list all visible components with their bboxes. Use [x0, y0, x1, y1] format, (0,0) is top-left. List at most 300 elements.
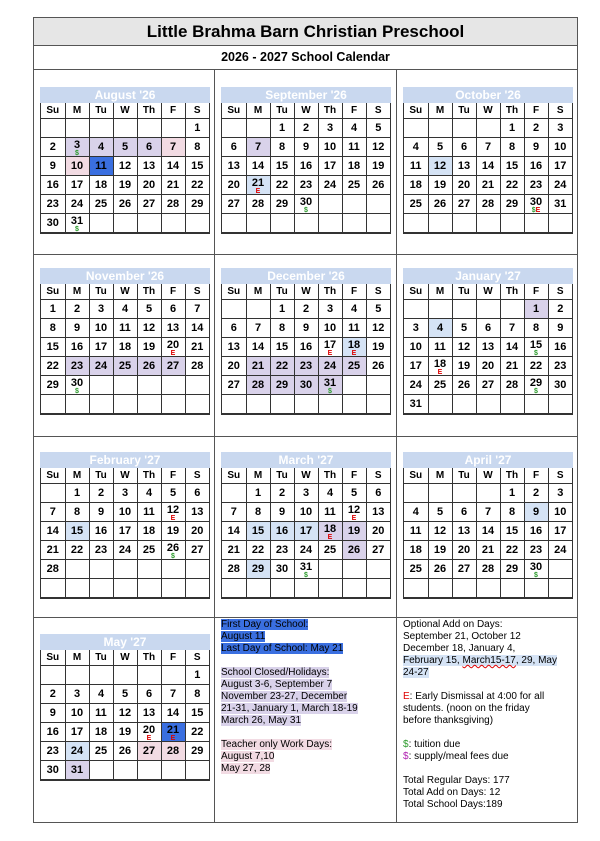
day-marker: E [170, 350, 176, 357]
calendar-day: 17 [548, 157, 572, 176]
weekday-header: Th [137, 103, 161, 119]
calendar-day: 5 [428, 138, 452, 157]
calendar-day: 31 $ [65, 214, 89, 233]
calendar-empty-cell [476, 484, 500, 503]
calendar-day: 28 [476, 195, 500, 214]
calendar-day: 2 [270, 484, 294, 503]
calendar-day: 24 [318, 357, 342, 376]
weekday-header: S [185, 284, 209, 300]
calendar-day: 2 [524, 484, 548, 503]
calendar-day: 15 $ [524, 338, 548, 357]
calendar-day: 11 [318, 503, 342, 522]
tuition-marker: $ [403, 739, 409, 750]
calendar-empty-cell [222, 300, 246, 319]
weekday-header: S [366, 103, 390, 119]
calendar-day: 10 [113, 503, 137, 522]
calendar-day: 27 [222, 376, 246, 395]
weekday-header: F [161, 468, 185, 484]
calendar-day: 25 [113, 357, 137, 376]
total-school: Total School Days:189 [403, 799, 503, 810]
calendar-day: 29 [185, 195, 209, 214]
calendar-day: 17 E [318, 338, 342, 357]
calendar-day: 14 [185, 319, 209, 338]
calendar-day: 13 [222, 157, 246, 176]
calendar-day: 15 [185, 704, 209, 723]
weekday-header: F [524, 468, 548, 484]
calendar-day: 16 [41, 723, 65, 742]
calendar-day: 6 [137, 685, 161, 704]
calendar-day: 21 [41, 541, 65, 560]
weekday-header: W [294, 103, 318, 119]
calendar-empty-cell [246, 119, 270, 138]
calendar-day: 24 [548, 176, 572, 195]
calendar-day: 1 [65, 484, 89, 503]
calendar-day: 29 $ [524, 376, 548, 395]
calendar-day: 21 [476, 176, 500, 195]
calendar-day: 23 [41, 742, 65, 761]
calendar-day: 6 [185, 484, 209, 503]
calendar-day: 29 [246, 560, 270, 579]
divider-h1 [34, 254, 577, 255]
calendar-day: 25 [342, 357, 366, 376]
calendar-empty-cell [342, 376, 366, 395]
calendar-day: 27 [185, 541, 209, 560]
calendar-empty-cell [318, 395, 342, 414]
calendar-day: 7 [161, 138, 185, 157]
calendar-empty-cell [366, 579, 390, 598]
calendar-day: 11 [113, 319, 137, 338]
calendar-day: 20 [476, 357, 500, 376]
calendar-day: 24 [548, 541, 572, 560]
calendar-day: 25 [89, 742, 113, 761]
weekday-header: S [548, 468, 572, 484]
weekday-header: F [161, 650, 185, 666]
weekday-header: Su [41, 284, 65, 300]
calendar-day: 11 [89, 157, 113, 176]
calendar-day: 25 [318, 541, 342, 560]
calendar-day: 11 [89, 704, 113, 723]
first-day-date: August 11 [221, 631, 266, 642]
weekday-header: Tu [270, 468, 294, 484]
calendar-empty-cell [65, 666, 89, 685]
weekday-header: M [246, 103, 270, 119]
calendar-day: 2 [294, 119, 318, 138]
calendar-empty-cell [452, 484, 476, 503]
calendar-empty-cell [89, 376, 113, 395]
weekday-header: F [342, 103, 366, 119]
calendar-day: 8 [65, 503, 89, 522]
weekday-header: W [113, 284, 137, 300]
calendar-day: 29 [41, 376, 65, 395]
calendar-day: 28 [161, 742, 185, 761]
calendar-day: 8 [500, 138, 524, 157]
calendar-day: 5 [137, 300, 161, 319]
day-marker: E [170, 735, 176, 742]
calendar-day: 9 [524, 503, 548, 522]
calendar-day: 30 $ [65, 376, 89, 395]
weekday-header: M [65, 284, 89, 300]
calendar-empty-cell [404, 119, 428, 138]
calendar-day: 31 $ [294, 560, 318, 579]
calendar-day: 13 [476, 338, 500, 357]
calendar-day: 16 [41, 176, 65, 195]
calendar-empty-cell [137, 395, 161, 414]
early-dismissal-text: : Early Dismissal at 4:00 for all [409, 691, 545, 702]
calendar-empty-cell [137, 376, 161, 395]
calendar-day: 9 [89, 503, 113, 522]
calendar-day: 1 [185, 119, 209, 138]
calendar-day: 8 [185, 138, 209, 157]
calendar-day: 27 [452, 195, 476, 214]
calendar-day: 16 [524, 157, 548, 176]
calendar-empty-cell [428, 579, 452, 598]
calendar-day: 14 [41, 522, 65, 541]
calendar-day: 14 [246, 157, 270, 176]
weekday-header: Th [137, 468, 161, 484]
calendar-day: 14 [222, 522, 246, 541]
calendar-day: 20 E [161, 338, 185, 357]
calendar-empty-cell [41, 484, 65, 503]
calendar-day: 27 [222, 195, 246, 214]
month-calendar [40, 634, 210, 781]
calendar-day: 24 [318, 176, 342, 195]
weekday-header: Th [137, 284, 161, 300]
calendar-empty-cell [89, 761, 113, 780]
weekday-header: M [428, 284, 452, 300]
calendar-day: 15 [270, 157, 294, 176]
calendar-day: 2 [548, 300, 572, 319]
calendar-empty-cell [500, 300, 524, 319]
day-marker: $ [328, 388, 332, 395]
calendar-day: 25 [428, 376, 452, 395]
calendar-day: 18 [404, 541, 428, 560]
weekday-header: S [366, 468, 390, 484]
day-marker: E [146, 735, 152, 742]
calendar-day: 13 [137, 157, 161, 176]
calendar-day: 5 [161, 484, 185, 503]
calendar-day: 11 [342, 319, 366, 338]
calendar-day: 23 [65, 357, 89, 376]
calendar-day: 19 [342, 522, 366, 541]
weekday-header: M [246, 468, 270, 484]
closed-line-2: November 23-27, December [221, 691, 348, 702]
calendar-empty-cell [524, 214, 548, 233]
calendar-day: 7 [185, 300, 209, 319]
calendar-day: 30 [294, 376, 318, 395]
calendar-day: 11 [428, 338, 452, 357]
day-marker: $ [534, 350, 538, 357]
calendar-day: 10 [404, 338, 428, 357]
calendar-empty-cell [89, 214, 113, 233]
calendar-day: 1 [270, 300, 294, 319]
calendar-day: 20 [452, 176, 476, 195]
calendar-empty-cell [222, 484, 246, 503]
calendar-empty-cell [113, 666, 137, 685]
calendar-day: 20 [185, 522, 209, 541]
calendar-day: 30 [270, 560, 294, 579]
calendar-day: 9 [41, 157, 65, 176]
calendar-day: 4 [137, 484, 161, 503]
calendar-day: 8 [41, 319, 65, 338]
calendar-day: 19 [113, 176, 137, 195]
calendar-day: 19 [428, 176, 452, 195]
closed-line-1: August 3-6, September 7 [221, 679, 333, 690]
month-calendar [221, 452, 391, 599]
calendar-day: 4 [404, 503, 428, 522]
calendar-empty-cell [246, 300, 270, 319]
calendar-day: 18 E [342, 338, 366, 357]
calendar-day: 13 [366, 503, 390, 522]
calendar-empty-cell [113, 395, 137, 414]
weekday-header: Tu [452, 284, 476, 300]
month-calendar [403, 87, 573, 234]
weekday-header: W [113, 103, 137, 119]
calendar-day: 18 E [318, 522, 342, 541]
calendar-day: 17 [548, 522, 572, 541]
calendar-day: 8 [270, 319, 294, 338]
calendar-day: 31 [404, 395, 428, 414]
weekday-header: Th [318, 284, 342, 300]
page-subtitle: 2026 - 2027 School Calendar [34, 46, 577, 70]
calendar-empty-cell [41, 666, 65, 685]
calendar-empty-cell [113, 579, 137, 598]
addon-line-1: September 21, October 12 [403, 631, 521, 642]
calendar-day: 3 [318, 300, 342, 319]
calendar-empty-cell [222, 214, 246, 233]
calendar-day: 7 [476, 503, 500, 522]
closed-title: School Closed/Holidays: [221, 667, 330, 678]
calendar-day: 13 [137, 704, 161, 723]
calendar-day: 3 [318, 119, 342, 138]
calendar-day: 6 [476, 319, 500, 338]
weekday-header: Su [41, 103, 65, 119]
calendar-day: 30 [41, 761, 65, 780]
calendar-empty-cell [161, 119, 185, 138]
calendar-day: 1 [185, 666, 209, 685]
weekday-header: Th [500, 103, 524, 119]
calendar-day: 19 [366, 338, 390, 357]
calendar-day: 12 [113, 704, 137, 723]
calendar-day: 1 [524, 300, 548, 319]
calendar-day: 11 [404, 157, 428, 176]
calendar-day: 14 [476, 522, 500, 541]
calendar-day: 22 [41, 357, 65, 376]
calendar-empty-cell [65, 560, 89, 579]
calendar-day: 7 [161, 685, 185, 704]
weekday-header: Tu [89, 103, 113, 119]
calendar-empty-cell [524, 579, 548, 598]
calendar-empty-cell [161, 666, 185, 685]
calendar-day: 4 [89, 685, 113, 704]
calendar-empty-cell [137, 579, 161, 598]
calendar-day: 11 [342, 138, 366, 157]
calendar-day: 21 [500, 357, 524, 376]
calendar-day: 2 [524, 119, 548, 138]
calendar-empty-cell [113, 119, 137, 138]
calendar-empty-cell [476, 395, 500, 414]
weekday-header: W [476, 103, 500, 119]
calendar-empty-cell [452, 214, 476, 233]
calendar-empty-cell [41, 579, 65, 598]
calendar-day: 7 [222, 503, 246, 522]
calendar-empty-cell [476, 214, 500, 233]
calendar-day: 9 [270, 503, 294, 522]
calendar-day: 19 [113, 723, 137, 742]
weekday-header: M [246, 284, 270, 300]
weekday-header: F [342, 468, 366, 484]
calendar-day: 27 [161, 357, 185, 376]
calendar-day: 12 [452, 338, 476, 357]
calendar-day: 1 [246, 484, 270, 503]
calendar-day: 25 [137, 541, 161, 560]
weekday-header: Tu [89, 468, 113, 484]
calendar-day: 19 [366, 157, 390, 176]
calendar-day: 14 [161, 157, 185, 176]
calendar-day: 2 [89, 484, 113, 503]
calendar-empty-cell [113, 376, 137, 395]
month-title: December '26 [221, 268, 391, 284]
calendar-day: 4 [342, 119, 366, 138]
calendar-empty-cell [318, 560, 342, 579]
calendar-day: 23 [548, 357, 572, 376]
calendar-day: 26 [137, 357, 161, 376]
calendar-day: 6 [161, 300, 185, 319]
supply-text: : supply/meal fees due [408, 751, 509, 762]
calendar-day: 8 [524, 319, 548, 338]
calendar-day: 14 [476, 157, 500, 176]
calendar-day: 28 [185, 357, 209, 376]
calendar-day: 17 [294, 522, 318, 541]
calendar-day: 6 [452, 138, 476, 157]
weekday-header: Th [500, 468, 524, 484]
teacher-line-2: May 27, 28 [221, 763, 271, 774]
calendar-empty-cell [137, 560, 161, 579]
calendar-day: 3 [89, 300, 113, 319]
weekday-header: F [342, 284, 366, 300]
first-day-label: First Day of School: [221, 619, 309, 630]
calendar-day: 29 [500, 560, 524, 579]
calendar-day: 26 [428, 195, 452, 214]
calendar-day: 25 [342, 176, 366, 195]
calendar-day: 12 [428, 157, 452, 176]
calendar-day: 1 [500, 484, 524, 503]
weekday-header: Th [318, 103, 342, 119]
day-marker: $ [304, 207, 308, 214]
calendar-day: 29 [270, 195, 294, 214]
calendar-day: 27 [366, 541, 390, 560]
weekday-header: W [476, 468, 500, 484]
calendar-day: 5 [366, 300, 390, 319]
calendar-day: 21 [161, 176, 185, 195]
calendar-day: 19 [428, 541, 452, 560]
calendar-day: 27 [476, 376, 500, 395]
weekday-header: Su [404, 468, 428, 484]
calendar-day: 4 [318, 484, 342, 503]
calendar-empty-cell [65, 395, 89, 414]
calendar-empty-cell [137, 119, 161, 138]
calendar-day: 3 [113, 484, 137, 503]
calendar-day: 21 [246, 357, 270, 376]
calendar-day: 15 [500, 522, 524, 541]
calendar-empty-cell [270, 395, 294, 414]
calendar-empty-cell [222, 395, 246, 414]
calendar-day: 3 [65, 685, 89, 704]
weekday-header: Tu [89, 284, 113, 300]
calendar-empty-cell [137, 666, 161, 685]
calendar-day: 4 [428, 319, 452, 338]
calendar-day: 6 [222, 138, 246, 157]
calendar-empty-cell [452, 579, 476, 598]
calendar-empty-cell [476, 300, 500, 319]
calendar-day: 20 [366, 522, 390, 541]
calendar-day: 27 [137, 195, 161, 214]
calendar-empty-cell [89, 119, 113, 138]
calendar-empty-cell [89, 395, 113, 414]
calendar-empty-cell [65, 119, 89, 138]
calendar-empty-cell [404, 300, 428, 319]
weekday-header: M [428, 103, 452, 119]
calendar-day: 5 [366, 119, 390, 138]
calendar-empty-cell [113, 560, 137, 579]
calendar-day: 23 [89, 541, 113, 560]
weekday-header: F [161, 284, 185, 300]
teacher-line-1: August 7,10 [221, 751, 275, 762]
calendar-empty-cell [452, 300, 476, 319]
closed-line-3: 21-31, January 1, March 18-19 [221, 703, 358, 714]
calendar-day: 13 [185, 503, 209, 522]
calendar-day: 22 [500, 541, 524, 560]
weekday-header: S [185, 650, 209, 666]
calendar-day: 28 [246, 195, 270, 214]
calendar-empty-cell [366, 395, 390, 414]
calendar-day: 3 [548, 119, 572, 138]
calendar-day: 22 [185, 176, 209, 195]
calendar-day: 17 [65, 723, 89, 742]
calendar-day: 4 [342, 300, 366, 319]
calendar-day: 26 [452, 376, 476, 395]
calendar-day: 10 [65, 704, 89, 723]
divider-h2 [34, 436, 577, 437]
calendar-day: 30 $ [524, 560, 548, 579]
calendar-empty-cell [318, 195, 342, 214]
calendar-day: 26 [366, 357, 390, 376]
month-calendar [40, 452, 210, 599]
calendar-day: 17 [113, 522, 137, 541]
calendar-day: 9 [294, 319, 318, 338]
calendar-empty-cell [222, 119, 246, 138]
weekday-header: Th [500, 284, 524, 300]
month-title: January '27 [403, 268, 573, 284]
calendar-day: 26 [113, 195, 137, 214]
day-marker: E [327, 350, 333, 357]
calendar-day: 14 [500, 338, 524, 357]
weekday-header: Th [137, 650, 161, 666]
calendar-day: 22 [270, 357, 294, 376]
calendar-day: 16 [294, 157, 318, 176]
calendar-day: 20 E [137, 723, 161, 742]
calendar-day: 5 [113, 685, 137, 704]
calendar-empty-cell [161, 560, 185, 579]
calendar-day: 7 [41, 503, 65, 522]
calendar-day: 28 [41, 560, 65, 579]
calendar-empty-cell [41, 395, 65, 414]
calendar-day: 17 [318, 157, 342, 176]
calendar-day: 17 [404, 357, 428, 376]
calendar-day: 26 [342, 541, 366, 560]
calendar-day: 21 [476, 541, 500, 560]
calendar-day: 9 [548, 319, 572, 338]
calendar-empty-cell [89, 560, 113, 579]
